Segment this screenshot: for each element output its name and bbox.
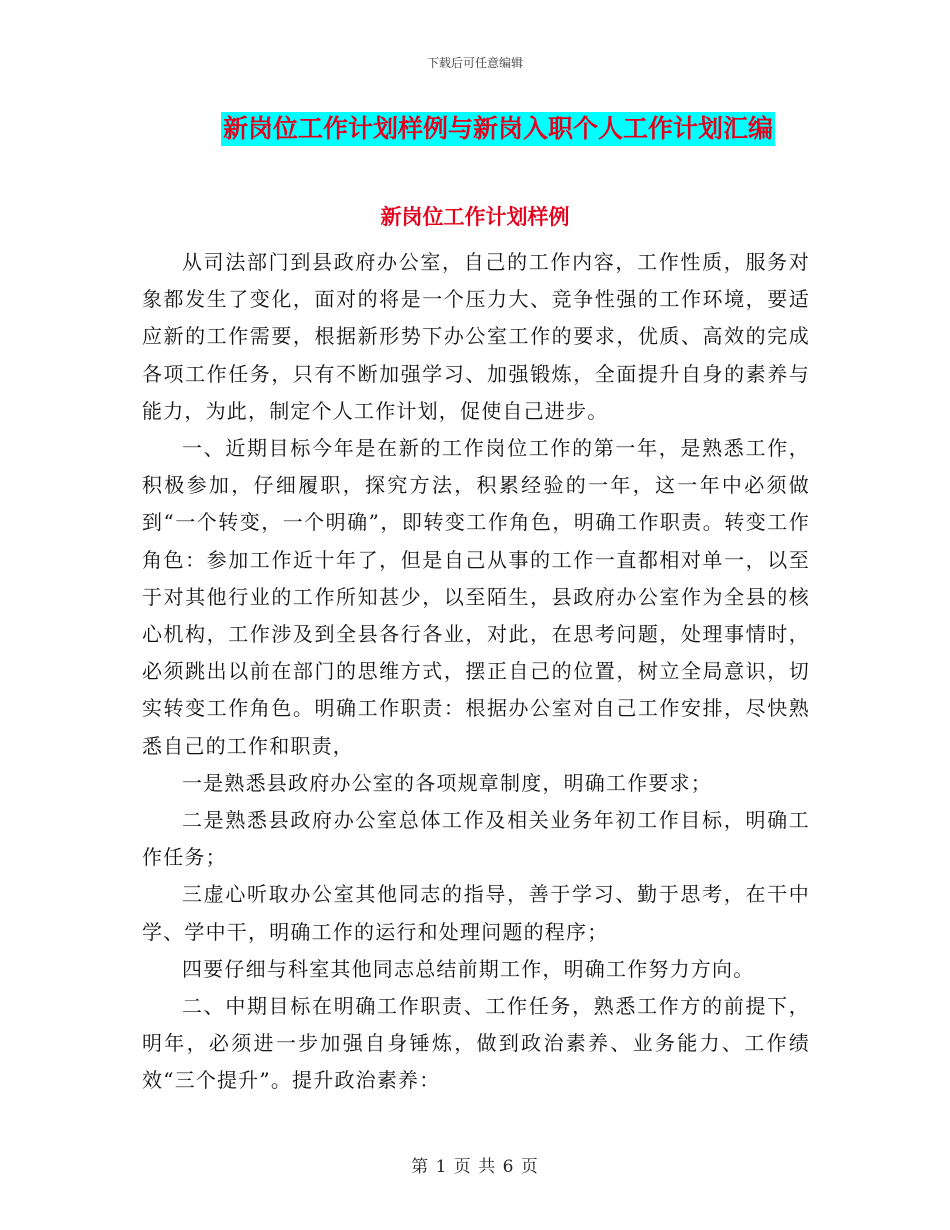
section-title: 新岗位工作计划样例 [380,204,570,229]
paragraph: 从司法部门到县政府办公室，自己的工作内容，工作性质，服务对象都发生了变化，面对的将是一个压力大、竞争性强的工作环境，要适应新的工作需要，根据新形势下办公室工作的要求，优质、高效的完成各项工作任务，只有不断加强学习、加强锻炼，全面提升自身的素养与能力，为此，制定个人工作计划，促使自己进步。 [142,250,810,423]
paragraph: 一、近期目标今年是在新的工作岗位工作的第一年，是熟悉工作，积极参加，仔细履职，探究方法，积累经验的一年，这一年中必须做到“一个转变，一个明确”，即转变工作角色，明确工作职责。转变工作角色：参加工作近十年了，但是自己从事的工作一直都相对单一，以至于对其他行业的工作所知甚少，以至陌生，县政府办公室作为全县的核心机构，工作涉及到全县各行各业，对此，在思考问题，处理事情时，必须跳出以前在部门的思维方式，摆正自己的位置，树立全局意识，切实转变工作角色。明确工作职责：根据办公室对自己工作安排，尽快熟悉自己的工作和职责， [142,436,810,758]
paragraph: 三虚心听取办公室其他同志的指导，善于学习、勤于思考，在干中学、学中干，明确工作的运行和处理问题的程序； [142,882,810,944]
document-body [142,244,810,1100]
page-number-footer: 第 1 页 共 6 页 [411,1157,539,1177]
paragraph: 二、中期目标在明确工作职责、工作任务，熟悉工作方的前提下，明年，必须进一步加强自身锤炼，做到政治素养、业务能力、工作绩效“三个提升”。提升政治素养： [142,994,810,1093]
paragraph: 一是熟悉县政府办公室的各项规章制度，明确工作要求； [182,770,712,795]
header-note: 下载后可任意编辑 [426,56,523,70]
paragraph: 二是熟悉县政府办公室总体工作及相关业务年初工作目标，明确工作任务； [142,808,810,870]
document-title-container [0,112,950,146]
document-title: 新岗位工作计划样例与新岗入职个人工作计划汇编 [221,112,775,146]
paragraph: 四要仔细与科室其他同志总结前期工作，明确工作努力方向。 [182,956,755,981]
